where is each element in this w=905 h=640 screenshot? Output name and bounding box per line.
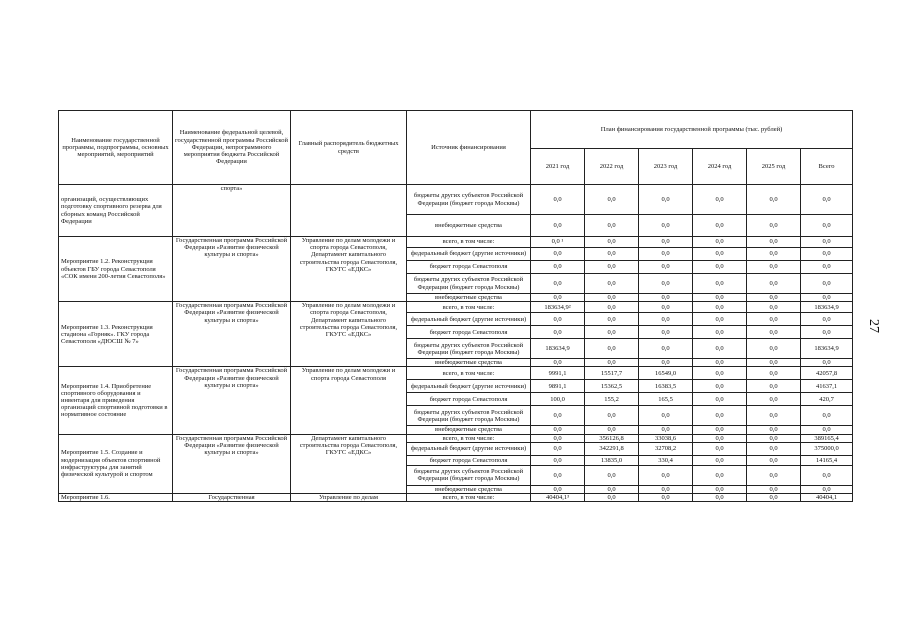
year-value-cell: 0,0 [531,185,585,215]
table-row [59,185,853,215]
funding-source-cell: всего, в том числе: [407,367,531,380]
year-value-cell: 0,0 [531,215,585,237]
total-value-cell: 41637,1 [801,380,853,393]
year-value-cell: 0,0 [693,434,747,442]
total-value-cell: 42057,8 [801,367,853,380]
year-value-cell: 0,0 [585,339,639,359]
year-value-cell: 0,0 [639,302,693,313]
funding-source-cell: федеральный бюджет (другие источники) [407,313,531,326]
funding-source-cell: бюджет города Севастополя [407,326,531,339]
year-value-cell: 342291,8 [585,442,639,455]
year-value-cell: 0,0 [585,274,639,294]
year-value-cell: 0,0 [585,494,639,502]
year-value-cell: 0,0 [693,442,747,455]
year-value-cell: 16549,0 [639,367,693,380]
year-value-cell: 0,0 [531,261,585,274]
year-value-cell: 9891,1 [531,380,585,393]
year-value-cell: 0,0 [639,261,693,274]
year-value-cell: 0,0 [531,485,585,493]
table-row [59,302,853,313]
year-value-cell: 0,0 [747,434,801,442]
budget-manager-cell [291,185,407,237]
year-value-cell: 0,0 [585,485,639,493]
header-budget-manager: Главный распорядитель бюджетных средств [291,111,407,185]
year-value-cell: 0,0 [531,434,585,442]
total-value-cell: 40404,1 [801,494,853,502]
year-value-cell: 0,0 [639,326,693,339]
year-value-cell: 0,0 [639,426,693,434]
budget-manager-cell: Департамент капитального строительства города Севастополя, ГКУГС «ЕДКС» [291,434,407,493]
table-body [59,185,853,502]
year-value-cell: 0,0 [639,485,693,493]
year-value-cell: 0,0 [693,406,747,426]
year-value-cell: 0,0 [639,313,693,326]
total-value-cell: 0,0 [801,326,853,339]
total-value-cell: 375000,0 [801,442,853,455]
year-value-cell: 0,0 [585,359,639,367]
year-value-cell: 15517,7 [585,367,639,380]
funding-source-cell: внебюджетные средства [407,294,531,302]
year-value-cell: 183634,9 [531,339,585,359]
year-value-cell: 0,0 [693,494,747,502]
total-value-cell: 389165,4 [801,434,853,442]
funding-source-cell: всего, в том числе: [407,302,531,313]
year-value-cell: 0,0 [639,215,693,237]
year-value-cell: 0,0 [693,326,747,339]
year-value-cell: 0,0 [585,302,639,313]
year-value-cell: 40404,1³ [531,494,585,502]
year-value-cell: 16383,5 [639,380,693,393]
federal-program-cell: Государственная программа Российской Федерации «Развитие физической культуры и спорта» [173,367,291,434]
financing-table [58,110,853,502]
year-value-cell: 0,0 [747,393,801,406]
activity-name-cell: Мероприятие 1.6. [59,494,173,502]
year-value-cell: 0,0 [747,313,801,326]
activity-name-cell: Мероприятие 1.5. Создание и модернизация объектов спортивной инфраструктуры для занятий физической культурой и спортом [59,434,173,493]
funding-source-cell: бюджет города Севастополя [407,455,531,465]
year-value-cell: 0,0 [747,326,801,339]
year-value-cell: 0,0 [693,274,747,294]
funding-source-cell: всего, в том числе: [407,434,531,442]
year-value-cell: 0,0 [693,465,747,485]
funding-source-cell: внебюджетные средства [407,485,531,493]
budget-manager-cell: Управление по делам молодежи и спорта города Севастополя, Департамент капитального строительства города Севастополя, ГКУГС «ЕДКС» [291,237,407,302]
year-value-cell: 32708,2 [639,442,693,455]
funding-source-cell: всего, в том числе: [407,237,531,248]
funding-source-cell: федеральный бюджет (другие источники) [407,380,531,393]
year-value-cell: 0,0 [747,455,801,465]
total-value-cell: 0,0 [801,215,853,237]
year-value-cell: 0,0 [585,185,639,215]
year-value-cell: 0,0 [693,339,747,359]
total-value-cell: 14165,4 [801,455,853,465]
year-value-cell: 183634,9² [531,302,585,313]
year-value-cell: 0,0 [747,359,801,367]
federal-program-cell: Государственная [173,494,291,502]
year-value-cell: 0,0 [747,237,801,248]
year-value-cell: 100,0 [531,393,585,406]
funding-source-cell: федеральный бюджет (другие источники) [407,442,531,455]
total-value-cell: 183634,9 [801,339,853,359]
header-total: Всего [801,149,853,185]
header-funding-source: Источник финансирования [407,111,531,185]
total-value-cell: 0,0 [801,426,853,434]
year-value-cell: 0,0 [531,248,585,261]
budget-manager-cell: Управление по делам молодежи и спорта города Севастополя [291,367,407,434]
total-value-cell: 0,0 [801,237,853,248]
year-value-cell: 0,0 [531,442,585,455]
funding-source-cell: бюджеты других субъектов Российской Федерации (бюджет города Москвы) [407,406,531,426]
total-value-cell: 0,0 [801,261,853,274]
funding-source-cell: внебюджетные средства [407,426,531,434]
year-value-cell: 155,2 [585,393,639,406]
total-value-cell: 0,0 [801,274,853,294]
year-value-cell: 15362,5 [585,380,639,393]
year-value-cell: 0,0 [585,313,639,326]
year-value-cell: 0,0 [531,326,585,339]
header-name: Наименование государственной программы, подпрограммы, основных мероприятий, мероприятий [59,111,173,185]
year-value-cell: 0,0 [531,426,585,434]
page-number: 27 [866,319,881,333]
funding-source-cell: бюджеты других субъектов Российской Федерации (бюджет города Москвы) [407,185,531,215]
header-federal-program: Наименование федеральной целевой, государственной программы Российской Федерации, непрограммного мероприятия бюджета Российской Федерации [173,111,291,185]
year-value-cell: 0,0 [693,294,747,302]
year-value-cell: 0,0 [747,380,801,393]
header-year: 2025 год [747,149,801,185]
funding-source-cell: федеральный бюджет (другие источники) [407,248,531,261]
year-value-cell: 0,0 [639,274,693,294]
header-row-top [59,111,853,149]
year-value-cell: 0,0 [693,393,747,406]
total-value-cell: 420,7 [801,393,853,406]
year-value-cell: 0,0 [747,465,801,485]
year-value-cell: 0,0 [585,465,639,485]
year-value-cell: 0,0 [585,426,639,434]
header-year: 2024 год [693,149,747,185]
year-value-cell: 0,0 [531,313,585,326]
year-value-cell: 0,0 [639,339,693,359]
funding-source-cell: внебюджетные средства [407,215,531,237]
year-value-cell: 0,0 [639,185,693,215]
year-value-cell: 0,0 [747,274,801,294]
total-value-cell: 0,0 [801,406,853,426]
funding-source-cell: внебюджетные средства [407,359,531,367]
year-value-cell: 0,0 [747,426,801,434]
total-value-cell: 0,0 [801,359,853,367]
year-value-cell: 0,0 [693,237,747,248]
table-row [59,434,853,442]
total-value-cell: 0,0 [801,465,853,485]
year-value-cell: 0,0 [747,248,801,261]
year-value-cell: 0,0 [639,494,693,502]
activity-name-cell: Мероприятие 1.4. Приобретение спортивного оборудования и инвентаря для приведения организаций спортивной подготовки в нормативное состояние [59,367,173,434]
federal-program-cell: спорта» [173,185,291,237]
year-value-cell: 0,0 [693,248,747,261]
year-value-cell: 0,0 [693,485,747,493]
year-value-cell: 0,0 [747,406,801,426]
header-financing-plan: План финансирования государственной программы (тыс. рублей) [531,111,853,149]
year-value-cell: 0,0 [585,294,639,302]
year-value-cell: 0,0 [747,339,801,359]
funding-source-cell: бюджеты других субъектов Российской Федерации (бюджет города Москвы) [407,465,531,485]
year-value-cell: 33038,6 [639,434,693,442]
year-value-cell: 0,0 [693,455,747,465]
year-value-cell: 0,0 [747,185,801,215]
year-value-cell: 0,0 [693,261,747,274]
year-value-cell: 0,0 [531,465,585,485]
funding-source-cell: бюджет города Севастополя [407,393,531,406]
year-value-cell: 0,0 [639,294,693,302]
budget-manager-cell: Управление по делам молодежи и спорта города Севастополя, Департамент капитального строительства города Севастополя, ГКУГС «ЕДКС» [291,302,407,367]
year-value-cell: 0,0 [747,485,801,493]
year-value-cell: 0,0 [693,302,747,313]
year-value-cell: 0,0 [747,294,801,302]
year-value-cell: 0,0 [693,185,747,215]
year-value-cell: 9991,1 [531,367,585,380]
funding-source-cell: бюджеты других субъектов Российской Федерации (бюджет города Москвы) [407,339,531,359]
header-year: 2023 год [639,149,693,185]
year-value-cell: 0,0 [747,302,801,313]
year-value-cell: 0,0 [531,294,585,302]
table-row [59,237,853,248]
year-value-cell: 0,0 [585,261,639,274]
year-value-cell: 0,0 [639,248,693,261]
year-value-cell: 0,0 [531,274,585,294]
activity-name-cell: Мероприятие 1.2. Реконструкция объектов ГБУ города Севастополя «СОК имени 200-летия Севастополя» [59,237,173,302]
total-value-cell: 0,0 [801,248,853,261]
funding-source-cell: всего, в том числе: [407,494,531,502]
budget-manager-cell: Управление по делам [291,494,407,502]
year-value-cell: 0,0 [639,359,693,367]
table-row [59,494,853,502]
year-value-cell: 165,5 [639,393,693,406]
year-value-cell: 0,0 [585,326,639,339]
year-value-cell: 0,0 [585,248,639,261]
activity-name-cell: Мероприятие 1.3. Реконструкция стадиона «Горняк». ГКУ города Севастополя «ДЮСШ № 7» [59,302,173,367]
header-year: 2022 год [585,149,639,185]
federal-program-cell: Государственная программа Российской Федерации «Развитие физической культуры и спорта» [173,434,291,493]
total-value-cell: 0,0 [801,313,853,326]
year-value-cell: 0,0 [585,237,639,248]
activity-name-cell: организаций, осуществляющих подготовку спортивного резерва для сборных команд Российской Федерации [59,185,173,237]
year-value-cell: 0,0 [639,465,693,485]
total-value-cell: 0,0 [801,485,853,493]
year-value-cell: 0,0 [693,215,747,237]
year-value-cell: 0,0 [639,406,693,426]
funding-source-cell: бюджет города Севастополя [407,261,531,274]
year-value-cell: 0,0 [639,237,693,248]
total-value-cell: 0,0 [801,294,853,302]
total-value-cell: 183634,9 [801,302,853,313]
year-value-cell: 356126,8 [585,434,639,442]
table-row [59,367,853,380]
year-value-cell: 0,0 [747,261,801,274]
year-value-cell: 0,0 [747,215,801,237]
year-value-cell: 0,0 [531,455,585,465]
year-value-cell: 0,0 [693,426,747,434]
federal-program-cell: Государственная программа Российской Федерации «Развитие физической культуры и спорта» [173,237,291,302]
year-value-cell: 0,0 [747,494,801,502]
year-value-cell: 0,0 [747,442,801,455]
year-value-cell: 0,0 [531,406,585,426]
year-value-cell: 0,0 ¹ [531,237,585,248]
year-value-cell: 0,0 [693,380,747,393]
header-year: 2021 год [531,149,585,185]
funding-source-cell: бюджеты других субъектов Российской Федерации (бюджет города Москвы) [407,274,531,294]
year-value-cell: 330,4 [639,455,693,465]
year-value-cell: 0,0 [531,359,585,367]
year-value-cell: 13835,0 [585,455,639,465]
year-value-cell: 0,0 [693,313,747,326]
total-value-cell: 0,0 [801,185,853,215]
year-value-cell: 0,0 [585,406,639,426]
year-value-cell: 0,0 [693,367,747,380]
year-value-cell: 0,0 [585,215,639,237]
year-value-cell: 0,0 [693,359,747,367]
federal-program-cell: Государственная программа Российской Федерации «Развитие физической культуры и спорта» [173,302,291,367]
year-value-cell: 0,0 [747,367,801,380]
